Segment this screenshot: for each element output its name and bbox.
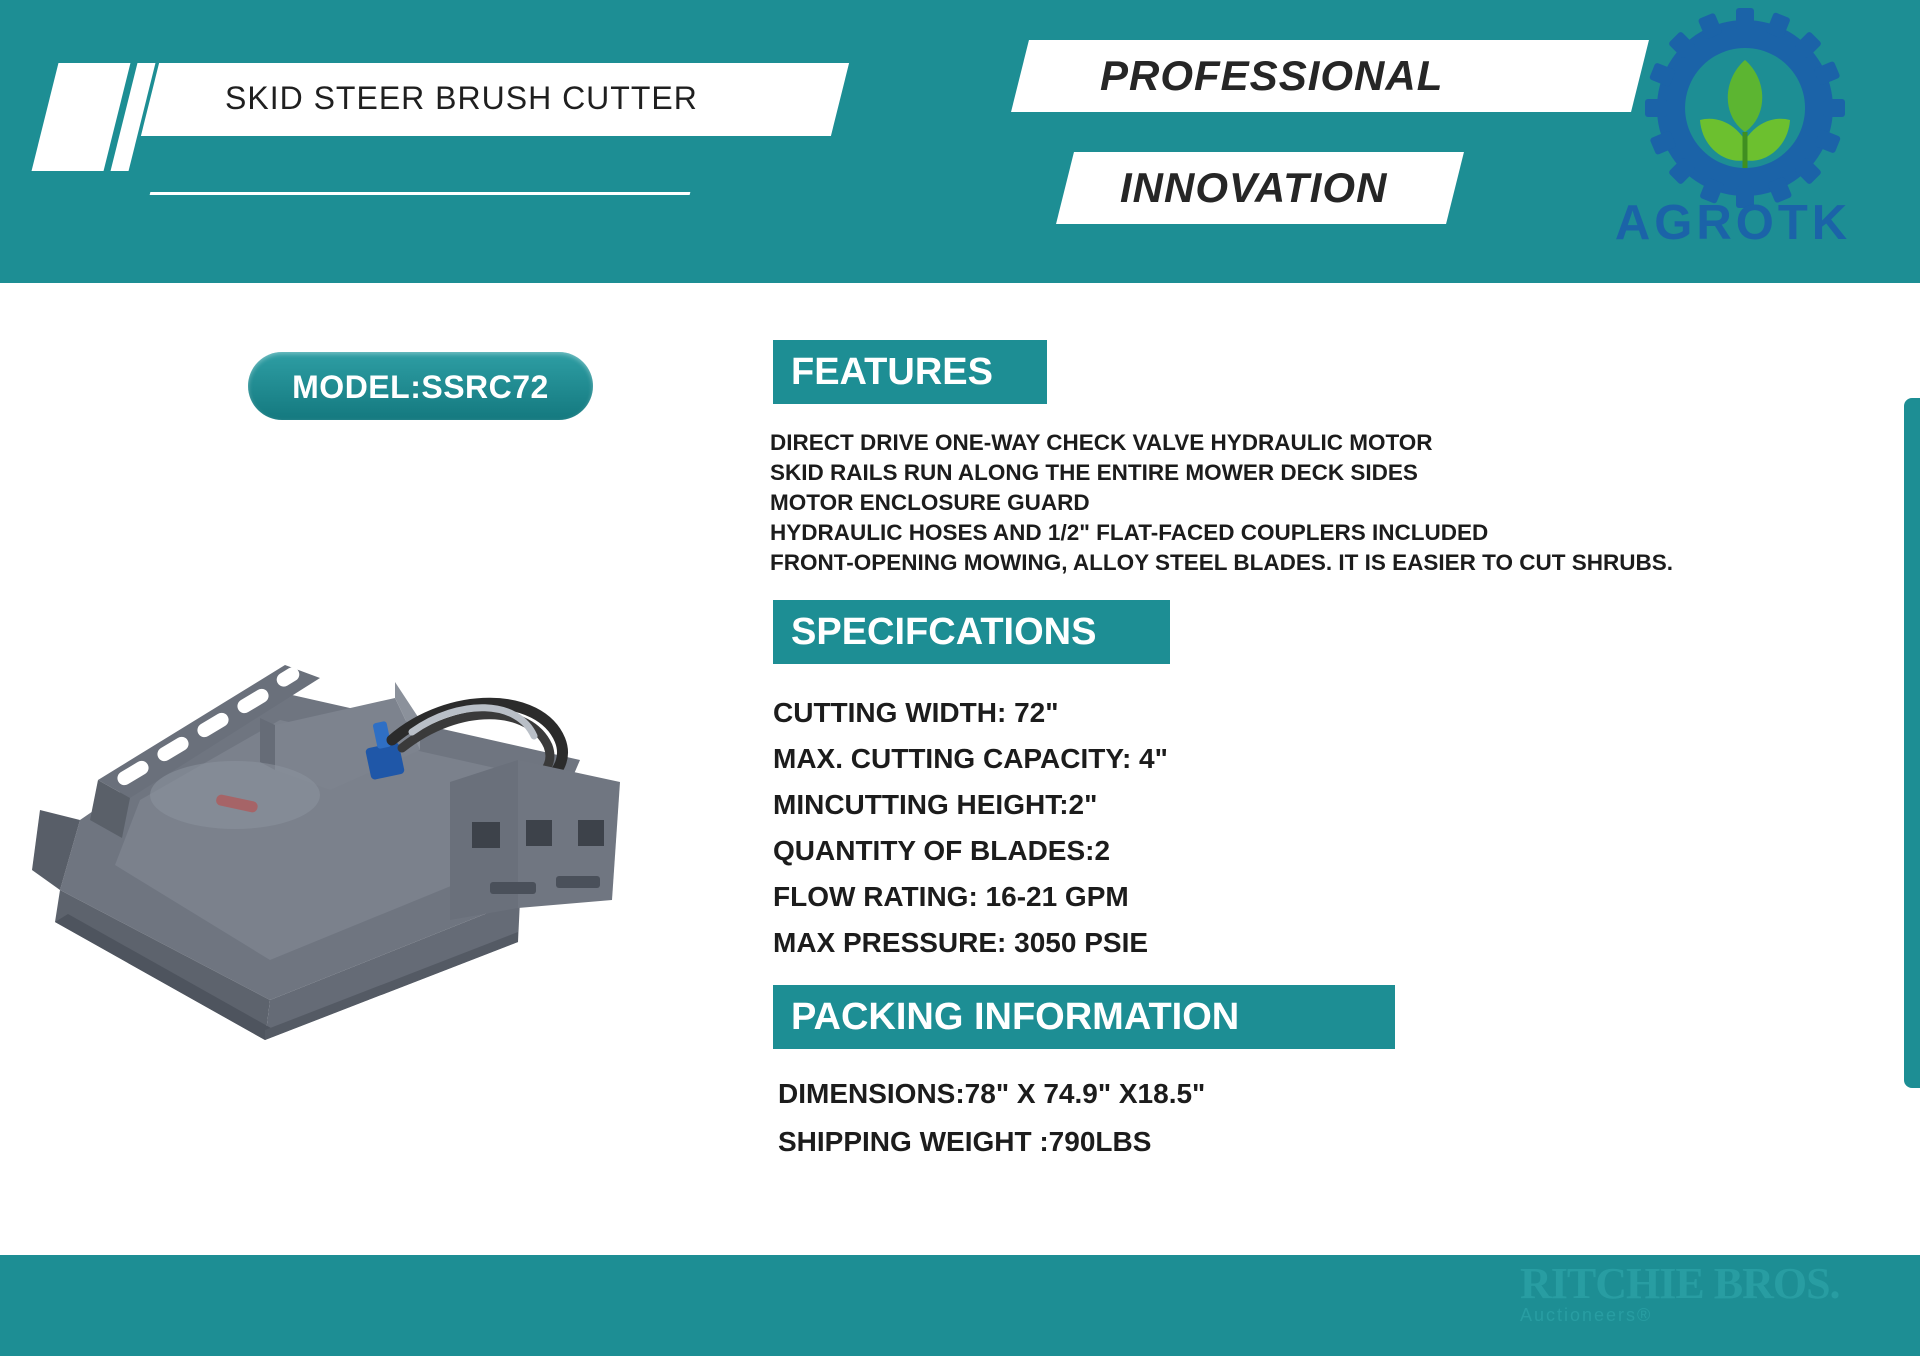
packing-heading: PACKING INFORMATION: [773, 985, 1395, 1049]
specifications-list: [773, 690, 1473, 966]
spec-item: MINCUTTING HEIGHT:2": [773, 789, 1098, 820]
tagline-innovation: INNOVATION: [1120, 164, 1388, 211]
page-title: SKID STEER BRUSH CUTTER: [225, 80, 698, 116]
features-heading: FEATURES: [773, 340, 1047, 404]
feature-item: HYDRAULIC HOSES AND 1/2" FLAT-FACED COUPLERS INCLUDED: [770, 520, 1489, 545]
brand-name: AGROTK: [1614, 196, 1852, 250]
feature-item: DIRECT DRIVE ONE-WAY CHECK VALVE HYDRAULIC MOTOR: [770, 430, 1433, 455]
model-badge-label: MODEL:SSRC72: [292, 369, 549, 405]
packing-list: [778, 1070, 1478, 1166]
spec-item: MAX PRESSURE: 3050 PSIE: [773, 927, 1149, 958]
right-edge-accent: [1904, 398, 1920, 1088]
header-title-underline: [150, 192, 691, 195]
feature-item: SKID RAILS RUN ALONG THE ENTIRE MOWER DECK SIDES: [770, 460, 1418, 485]
footer-watermark: [1520, 1258, 1900, 1326]
spec-item: MAX. CUTTING CAPACITY: 4": [773, 743, 1168, 774]
feature-item: MOTOR ENCLOSURE GUARD: [770, 490, 1090, 515]
footer-watermark-subtitle: Auctioneers®: [1520, 1305, 1653, 1325]
product-photo: [20, 570, 750, 1070]
feature-item: FRONT-OPENING MOWING, ALLOY STEEL BLADES. IT IS EASIER TO CUT SHRUBS.: [770, 550, 1673, 575]
specifications-heading: SPECIFCATIONS: [773, 600, 1170, 664]
footer-watermark-title: RITCHIE BROS.: [1520, 1259, 1840, 1308]
spec-item: FLOW RATING: 16-21 GPM: [773, 881, 1129, 912]
packing-item: SHIPPING WEIGHT :790LBS: [778, 1126, 1152, 1157]
tagline-professional: PROFESSIONAL: [1100, 52, 1444, 99]
model-badge: [248, 352, 593, 420]
packing-item: DIMENSIONS:78" X 74.9" X18.5": [778, 1078, 1206, 1109]
spec-item: QUANTITY OF BLADES:2: [773, 835, 1111, 866]
features-list: [770, 428, 1860, 578]
spec-item: CUTTING WIDTH: 72": [773, 697, 1059, 728]
